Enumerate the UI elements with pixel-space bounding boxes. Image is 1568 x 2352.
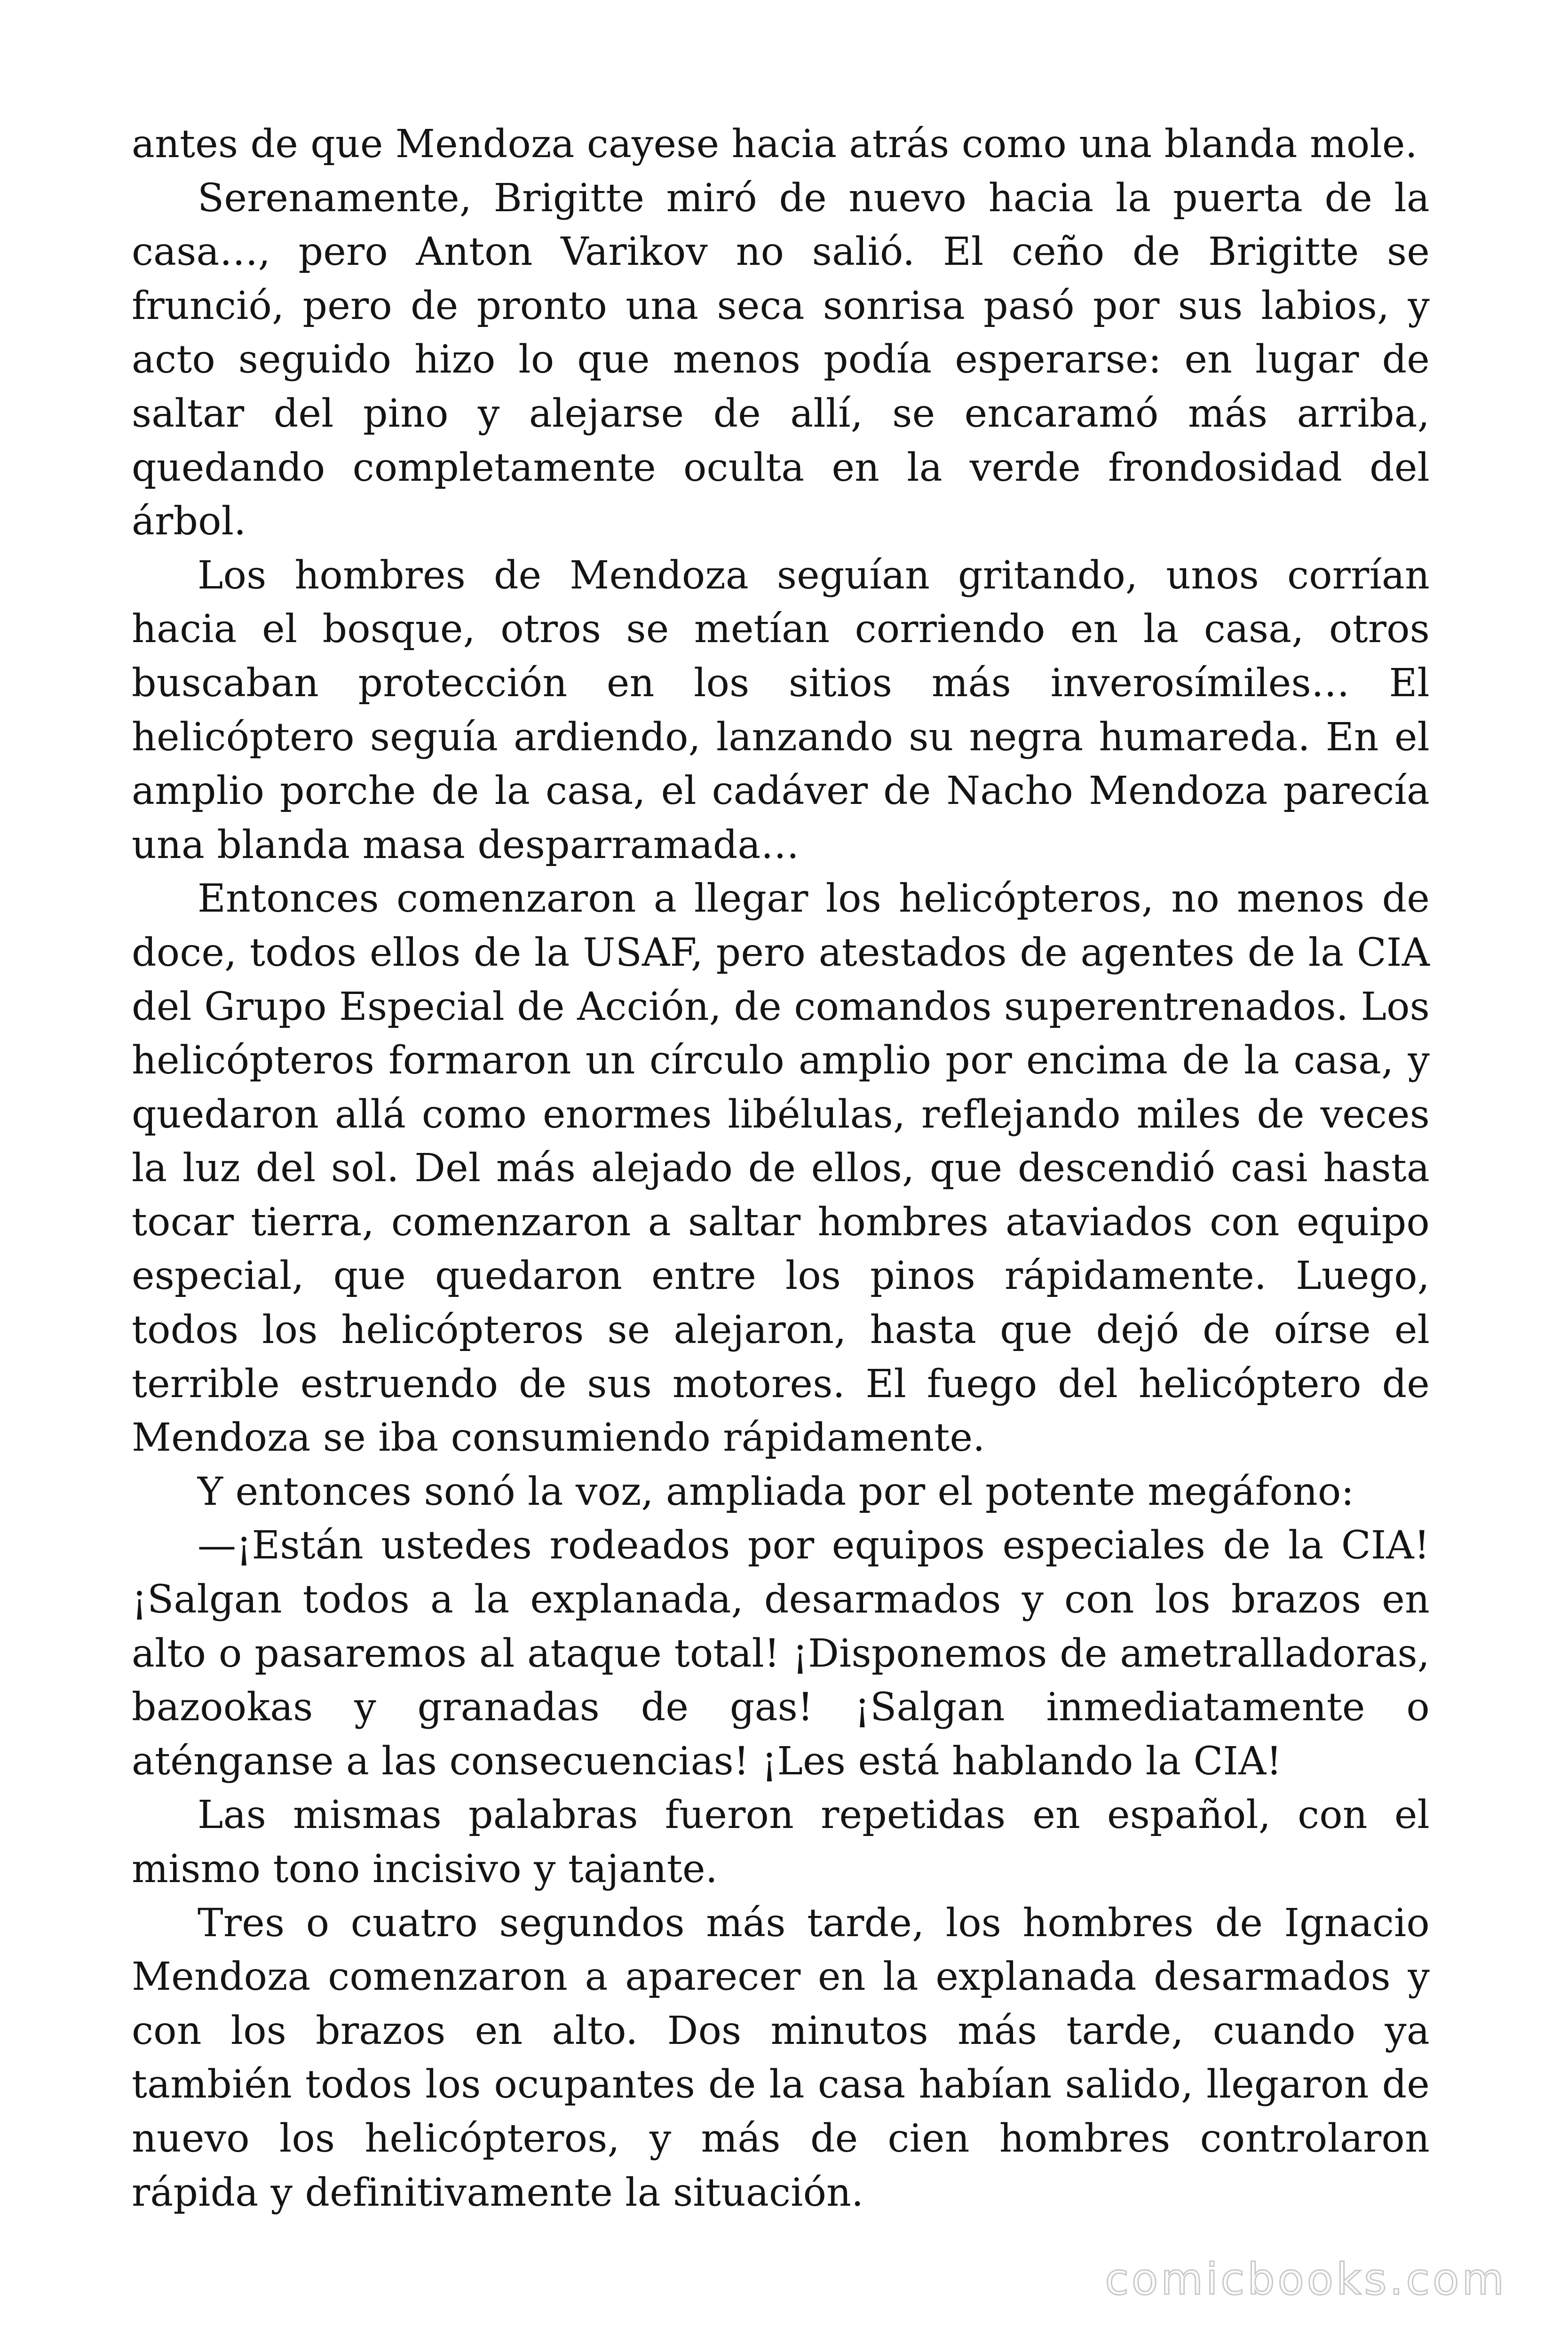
paragraph: Entonces comenzaron a llegar los helicópteros, no menos de doce, todos ellos de la USAF, pero atestados de agentes de la CIA del Grupo Especial de Acción, de comandos superentrenados. Los helicópteros formaron un círculo amplio por encima de la casa, y quedaron allá como enormes libélulas, reflejando miles de veces la luz del sol. Del más alejado de ellos, que descendió casi hasta tocar tierra, comenzaron a saltar hombres ataviados con equipo especial, que quedaron entre los pinos rápidamente. Luego, todos los helicópteros se alejaron, hasta que dejó de oírse el terrible estruendo de sus motores. El fuego del helicóptero de Mendoza se iba consumiendo rápidamente. (132, 876, 1430, 1461)
paragraph: —¡Están ustedes rodeados por equipos especiales de la CIA! ¡Salgan todos a la explanada, desarmados y con los brazos en alto o pasaremos al ataque total! ¡Disponemos de ametralladoras, bazookas y granadas de gas! ¡Salgan inmediatamente o aténganse a las consecuencias! ¡Les está hablando la CIA! (132, 1523, 1430, 1784)
paragraph: Y entonces sonó la voz, ampliada por el potente megáfono: (198, 1469, 1354, 1514)
page-body (132, 118, 1430, 2220)
watermark: comicbooks.com (1105, 2254, 1507, 2304)
paragraph: Las mismas palabras fueron repetidas en español, con el mismo tono incisivo y tajante. (132, 1793, 1430, 1891)
paragraph: antes de que Mendoza cayese hacia atrás como una blanda mole. (132, 122, 1418, 167)
paragraph: Tres o cuatro segundos más tarde, los hombres de Ignacio Mendoza comenzaron a aparecer en la explanada desarmados y con los brazos en alto. Dos minutos más tarde, cuando ya también todos los ocupantes de la casa habían salido, llegaron de nuevo los helicópteros, y más de cien hombres controlaron rápida y definitivamente la situación. (132, 1900, 1430, 2215)
paragraph: Serenamente, Brigitte miró de nuevo hacia la puerta de la casa…, pero Anton Varikov no salió. El ceño de Brigitte se frunció, pero de pronto una seca sonrisa pasó por sus labios, y acto seguido hizo lo que menos podía esperarse: en lugar de saltar del pino y alejarse de allí, se encaramó más arriba, quedando completamente oculta en la verde frondosidad del árbol. (132, 175, 1430, 544)
paragraph: Los hombres de Mendoza seguían gritando, unos corrían hacia el bosque, otros se metían corriendo en la casa, otros buscaban protección en los sitios más inverosímiles… El helicóptero seguía ardiendo, lanzando su negra humareda. En el amplio porche de la casa, el cadáver de Nacho Mendoza parecía una blanda masa desparramada… (132, 553, 1430, 867)
